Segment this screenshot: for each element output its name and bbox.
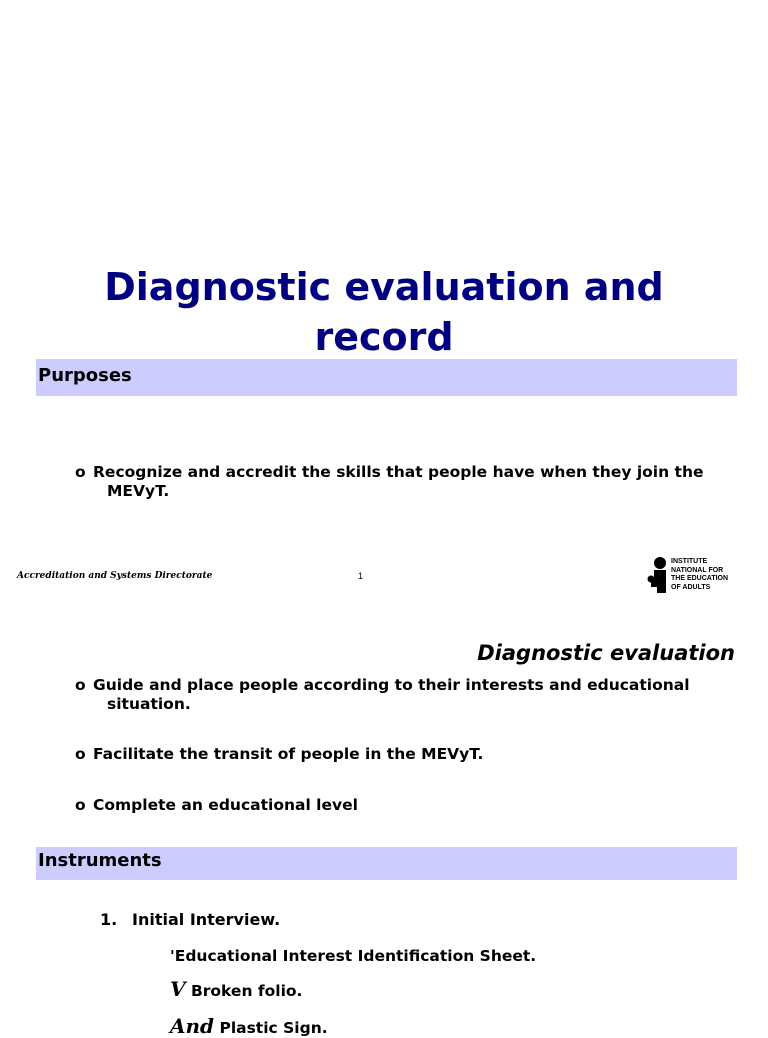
institute-logo-icon [645, 557, 671, 597]
numbered-item [100, 910, 280, 929]
list-item [75, 676, 757, 714]
slide-title-line-2: record [314, 315, 454, 359]
bullet-text: Guide and place people according to their interests and educational situation. [93, 676, 690, 713]
bullet-text: Facilitate the transit of people in the MEVyT. [93, 745, 484, 763]
institute-logo-text [671, 558, 741, 592]
slide-title-line-1: Diagnostic evaluation and [104, 265, 664, 309]
sub-item [170, 1014, 328, 1038]
bullet-text: Recognize and accredit the skills that people have when they join the MEVyT. [93, 463, 704, 500]
footer-directorate: Accreditation and Systems Directorate [17, 571, 213, 581]
sub-item-text: Plastic Sign. [219, 1019, 328, 1037]
institute-logo [645, 557, 740, 597]
logo-line: INSTITUTE [671, 558, 708, 565]
instruments-label: Instruments [38, 850, 162, 871]
bullet-mark: o [75, 676, 86, 694]
sub-item-text: 'Educational Interest Identification Sheet. [170, 947, 537, 965]
purposes-band [36, 359, 737, 396]
bullet-mark: o [75, 796, 86, 814]
section-heading: Diagnostic evaluation [477, 641, 735, 665]
logo-line: NATIONAL FOR [671, 566, 724, 574]
purpose-bullet [75, 463, 757, 501]
list-item [75, 745, 757, 764]
bullet-mark: o [75, 463, 86, 481]
purposes-label: Purposes [38, 365, 132, 386]
footer-page-number: 1 [358, 571, 364, 581]
sub-item-text: Broken folio. [190, 982, 303, 1000]
sub-item [170, 942, 536, 966]
sub-item-marker: And [170, 1014, 215, 1038]
item-text: Initial Interview. [132, 910, 281, 929]
slide-title [0, 262, 768, 362]
list-item [75, 796, 757, 815]
bullet-text: Complete an educational level [93, 796, 358, 814]
sub-item [170, 977, 302, 1001]
logo-line: THE EDUCATION [671, 575, 729, 583]
item-number: 1. [100, 910, 118, 929]
instruments-band [36, 847, 737, 880]
bullet-mark: o [75, 745, 86, 763]
sub-item-marker: V [170, 977, 186, 1001]
logo-line: OF ADULTS [671, 583, 711, 591]
